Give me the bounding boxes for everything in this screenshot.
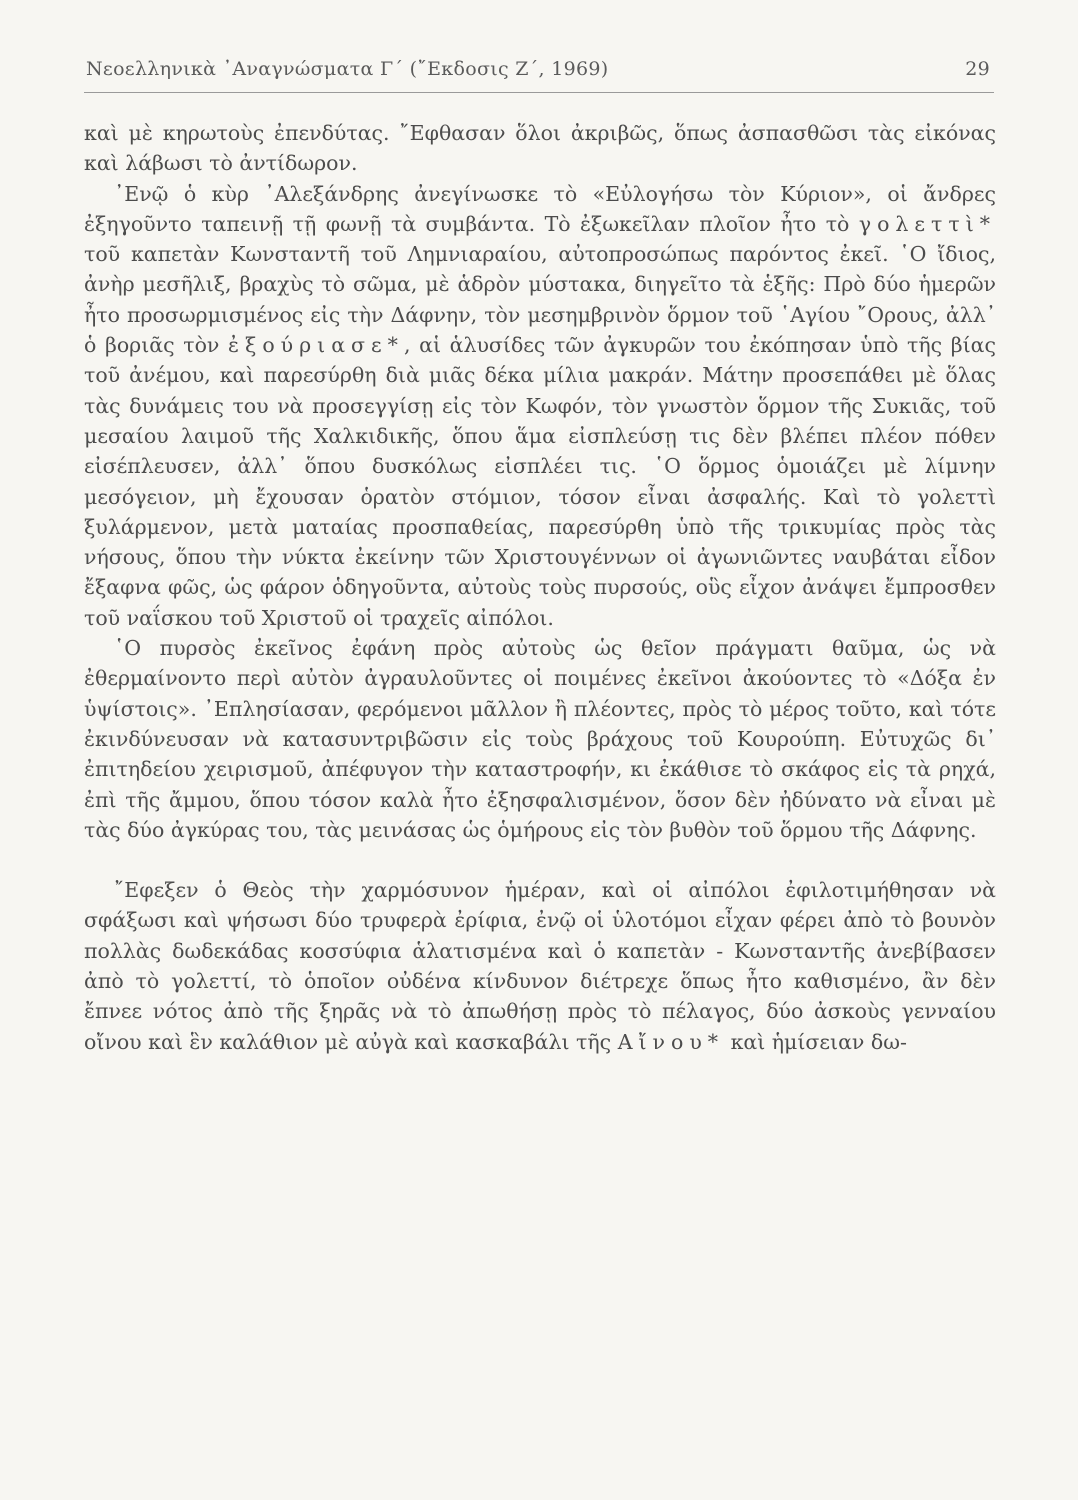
- paragraph: [84, 633, 996, 845]
- header-rule: [84, 92, 994, 93]
- text-run: καὶ ἡμίσειαν δω-: [724, 1029, 907, 1054]
- text-run: ῎Εφεξεν ὁ Θεὸς τὴν χαρμόσυνον ἡμέραν, καὶ οἱ αἰπόλοι ἐφιλοτιμήθησαν νὰ σφάξωσι καὶ ψήσωσι δύο τρυφερὰ ἐρίφια, ἐνῷ οἱ ὑλοτόμοι εἶχαν φέρει ἀπὸ τὸ βουνὸν πολλὰς δωδεκάδας κοσσύφια ἁλατισμένα καὶ ὁ καπετὰν - Κωνσταντῆς ἀνεβίβασεν ἀπὸ τὸ γολεττί, τὸ ὁποῖον οὐδένα κίνδυνον διέτρεχε ὅπως ἦτο καθισμένο, ἂν δὲν ἔπνεε νότος ἀπὸ τῆς ξηρᾶς νὰ τὸ ἀπωθήσῃ πρὸς τὸ πέλαγος, δύο ἀσκοὺς γενναίου οἴνου καὶ ἓν καλάθιον μὲ αὐγὰ καὶ κασκαβάλι τῆς: [84, 878, 996, 1054]
- paragraph: [84, 875, 996, 1057]
- running-title: Νεοελληνικὰ ᾿Αναγνώσματα Γ´ (῎Εκδοσις Ζ´, 1969): [86, 58, 609, 80]
- paragraph: [84, 118, 996, 179]
- spaced-term: Αἴνου*: [617, 1029, 725, 1054]
- paragraph: [84, 179, 996, 633]
- text-run: , αἱ ἁλυσίδες τῶν ἀγκυρῶν του ἐκόπησαν ὑπὸ τῆς βίας τοῦ ἀνέμου, καὶ παρεσύρθη διὰ μιᾶς δέκα μίλια μακράν. Μάτην προσεπάθει μὲ ὅλας τὰς δυνάμεις του νὰ προσεγγίσῃ εἰς τὸν Κωφόν, τὸν γνωστὸν ὅρμον τῆς Συκιᾶς, τοῦ μεσαίου λαιμοῦ τῆς Χαλκιδικῆς, ὅπου ἅμα εἰσπλεύσῃ τις δὲν βλέπει πλέον πόθεν εἰσέπλευσεν, ἀλλ᾿ ὅπου δυσκόλως εἰσπλέει τις. ῾Ο ὅρμος ὁμοιάζει μὲ λίμνην μεσόγειον, μὴ ἔχουσαν ὁρατὸν στόμιον, τόσον εἶναι ἀσφαλής. Καὶ τὸ γολεττὶ ξυλάρμενον, μετὰ ματαίας προσπαθείας, παρεσύρθη ὑπὸ τῆς τρικυμίας πρὸς τὰς νήσους, ὅπου τὴν νύκτα ἐκείνην τῶν Χριστουγέννων οἱ ἀγωνιῶντες ναυβάται εἶδον ἔξαφνα φῶς, ὡς φάρον ὁδηγοῦντα, αὐτοὺς τοὺς πυρσούς, οὓς εἶχον ἀνάψει ἔμπροσθεν τοῦ ναΐσκου τοῦ Χριστοῦ οἱ τραχεῖς αἰπόλοι.: [84, 333, 996, 630]
- spaced-term: γολεττὶ*: [858, 211, 996, 236]
- text-run: ῾Ο πυρσὸς ἐκεῖνος ἐφάνη πρὸς αὐτοὺς ὡς θεῖον πράγματι θαῦμα, ὡς νὰ ἐθερμαίνοντο περὶ αὐτὸν ἀγραυλοῦντες οἱ ποιμένες ἐκεῖνοι ἀκούοντες τὸ «Δόξα ἐν ὑψίστοις». ᾿Επλησίασαν, φερόμενοι μᾶλλον ἢ πλέοντες, πρὸς τὸ μέρος τοῦτο, καὶ τότε ἐκινδύνευσαν νὰ κατασυντριβῶσιν εἰς τοὺς βράχους τοῦ Κουρούπη. Εὐτυχῶς δι᾿ ἐπιτηδείου χειρισμοῦ, ἀπέφυγον τὴν καταστροφήν, κι ἐκάθισε τὸ σκάφος εἰς τὰ ρηχά, ἐπὶ τῆς ἄμμου, ὅπου τόσον καλὰ ἦτο ἐξησφαλισμένον, ὅσον δὲν ἠδύνατο νὰ εἶναι μὲ τὰς δύο ἀγκύρας του, τὰς μεινάσας ὡς ὁμήρους εἰς τὸν βυθὸν τοῦ ὅρμου τῆς Δάφνης.: [84, 636, 996, 842]
- spaced-term: ἐξούριασε*: [228, 333, 404, 358]
- running-header: [86, 58, 990, 80]
- text-run: τοῦ καπετὰν Κωνσταντῆ τοῦ Λημνιαραίου, αὐτοπροσώπως παρόντος ἐκεῖ. ῾Ο ἴδιος, ἀνὴρ μεσῆλιξ, βραχὺς τὸ σῶμα, μὲ ἁδρὸν μύστακα, διηγεῖτο τὰ ἑξῆς: Πρὸ δύο ἡμερῶν ἦτο προσωρμισμένος εἰς τὴν Δάφνην, τὸν μεσημβρινὸν ὅρμον τοῦ ῾Αγίου ῎Ορους, ἀλλ᾿ ὁ βοριᾶς τὸν: [84, 242, 996, 358]
- page-number: 29: [965, 58, 990, 80]
- body-text: [84, 118, 996, 1057]
- text-run: καὶ μὲ κηρωτοὺς ἐπενδύτας. ῎Εφθασαν ὅλοι ἀκριβῶς, ὅπως ἀσπασθῶσι τὰς εἰκόνας καὶ λάβωσι τὸ ἀντίδωρον.: [84, 121, 996, 176]
- text-run: ᾿Ενῷ ὁ κὺρ ᾿Αλεξάνδρης ἀνεγίνωσκε τὸ «Εὐλογήσω τὸν Κύριον», οἱ ἄνδρες ἐξηγοῦντο ταπεινῇ τῇ φωνῇ τὰ συμβάντα. Τὸ ἐξωκεῖλαν πλοῖον ἦτο τὸ: [84, 181, 996, 236]
